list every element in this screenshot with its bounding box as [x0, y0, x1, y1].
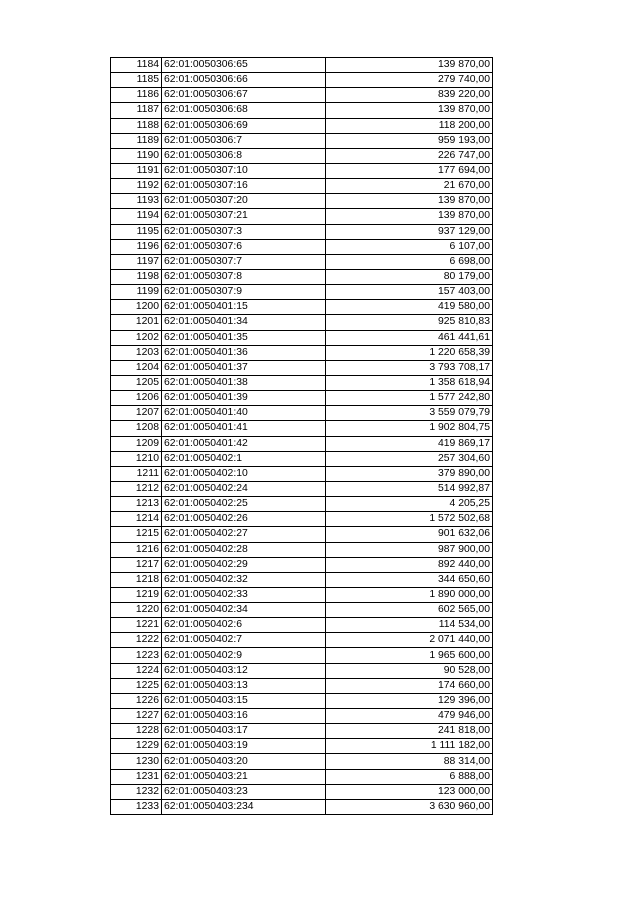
cadastral-value: 461 441,61: [326, 330, 493, 345]
row-number: 1189: [111, 133, 162, 148]
cadastral-value: 419 580,00: [326, 300, 493, 315]
cadastral-number: 62:01:0050402:7: [162, 633, 326, 648]
cadastral-value: 1 890 000,00: [326, 587, 493, 602]
cadastral-value: 1 965 600,00: [326, 648, 493, 663]
cadastral-value: 1 577 242,80: [326, 391, 493, 406]
cadastral-value: 139 870,00: [326, 58, 493, 73]
row-number: 1225: [111, 678, 162, 693]
cadastral-number: 62:01:0050402:28: [162, 542, 326, 557]
table-row: [111, 73, 493, 88]
cadastral-number: 62:01:0050402:32: [162, 572, 326, 587]
cadastral-number: 62:01:0050401:40: [162, 406, 326, 421]
cadastral-value: 90 528,00: [326, 663, 493, 678]
row-number: 1190: [111, 148, 162, 163]
cadastral-value: 479 946,00: [326, 709, 493, 724]
row-number: 1193: [111, 194, 162, 209]
row-number: 1213: [111, 497, 162, 512]
cadastral-number: 62:01:0050403:12: [162, 663, 326, 678]
table-row: [111, 330, 493, 345]
cadastral-value: 114 534,00: [326, 618, 493, 633]
row-number: 1214: [111, 512, 162, 527]
table-row: [111, 663, 493, 678]
table-row: [111, 769, 493, 784]
row-number: 1187: [111, 103, 162, 118]
cadastral-value: 6 698,00: [326, 254, 493, 269]
cadastral-number: 62:01:0050403:19: [162, 739, 326, 754]
table-row: [111, 209, 493, 224]
table-row: [111, 315, 493, 330]
table-row: [111, 58, 493, 73]
table-row: [111, 179, 493, 194]
cadastral-number: 62:01:0050403:13: [162, 678, 326, 693]
table-row: [111, 391, 493, 406]
cadastral-value: 987 900,00: [326, 542, 493, 557]
table-row: [111, 88, 493, 103]
cadastral-value: 4 205,25: [326, 497, 493, 512]
cadastral-value: 892 440,00: [326, 557, 493, 572]
cadastral-number: 62:01:0050306:8: [162, 148, 326, 163]
cadastral-number: 62:01:0050401:34: [162, 315, 326, 330]
table-row: [111, 542, 493, 557]
row-number: 1191: [111, 163, 162, 178]
cadastral-value-table: [110, 57, 493, 815]
cadastral-number: 62:01:0050306:65: [162, 58, 326, 73]
cadastral-number: 62:01:0050307:10: [162, 163, 326, 178]
row-number: 1186: [111, 88, 162, 103]
table-row: [111, 103, 493, 118]
cadastral-number: 62:01:0050307:20: [162, 194, 326, 209]
cadastral-number: 62:01:0050402:27: [162, 527, 326, 542]
cadastral-value: 139 870,00: [326, 103, 493, 118]
row-number: 1209: [111, 436, 162, 451]
table-row: [111, 451, 493, 466]
row-number: 1223: [111, 648, 162, 663]
table-row: [111, 239, 493, 254]
row-number: 1194: [111, 209, 162, 224]
cadastral-value: 3 630 960,00: [326, 799, 493, 814]
row-number: 1219: [111, 587, 162, 602]
row-number: 1203: [111, 345, 162, 360]
cadastral-number: 62:01:0050402:10: [162, 466, 326, 481]
cadastral-number: 62:01:0050306:67: [162, 88, 326, 103]
row-number: 1204: [111, 360, 162, 375]
cadastral-number: 62:01:0050402:26: [162, 512, 326, 527]
table-row: [111, 481, 493, 496]
row-number: 1184: [111, 58, 162, 73]
table-row: [111, 557, 493, 572]
row-number: 1208: [111, 421, 162, 436]
table-row: [111, 724, 493, 739]
row-number: 1202: [111, 330, 162, 345]
row-number: 1200: [111, 300, 162, 315]
cadastral-value: 419 869,17: [326, 436, 493, 451]
cadastral-number: 62:01:0050401:35: [162, 330, 326, 345]
cadastral-number: 62:01:0050402:6: [162, 618, 326, 633]
table-row: [111, 360, 493, 375]
row-number: 1230: [111, 754, 162, 769]
cadastral-number: 62:01:0050403:15: [162, 693, 326, 708]
row-number: 1195: [111, 224, 162, 239]
row-number: 1226: [111, 693, 162, 708]
cadastral-number: 62:01:0050306:7: [162, 133, 326, 148]
cadastral-value: 257 304,60: [326, 451, 493, 466]
table-row: [111, 572, 493, 587]
cadastral-value: 177 694,00: [326, 163, 493, 178]
row-number: 1222: [111, 633, 162, 648]
row-number: 1199: [111, 285, 162, 300]
row-number: 1201: [111, 315, 162, 330]
cadastral-number: 62:01:0050306:66: [162, 73, 326, 88]
cadastral-number: 62:01:0050402:1: [162, 451, 326, 466]
table-row: [111, 466, 493, 481]
cadastral-number: 62:01:0050403:16: [162, 709, 326, 724]
cadastral-value: 139 870,00: [326, 209, 493, 224]
cadastral-value: 21 670,00: [326, 179, 493, 194]
row-number: 1231: [111, 769, 162, 784]
row-number: 1216: [111, 542, 162, 557]
cadastral-number: 62:01:0050402:34: [162, 603, 326, 618]
cadastral-value: 174 660,00: [326, 678, 493, 693]
cadastral-number: 62:01:0050307:7: [162, 254, 326, 269]
table-row: [111, 163, 493, 178]
cadastral-number: 62:01:0050402:29: [162, 557, 326, 572]
table-row: [111, 527, 493, 542]
cadastral-number: 62:01:0050307:16: [162, 179, 326, 194]
table-row: [111, 133, 493, 148]
row-number: 1212: [111, 481, 162, 496]
table-row: [111, 269, 493, 284]
cadastral-value: 6 107,00: [326, 239, 493, 254]
cadastral-number: 62:01:0050306:69: [162, 118, 326, 133]
cadastral-number: 62:01:0050307:8: [162, 269, 326, 284]
cadastral-number: 62:01:0050307:21: [162, 209, 326, 224]
row-number: 1196: [111, 239, 162, 254]
cadastral-number: 62:01:0050306:68: [162, 103, 326, 118]
cadastral-number: 62:01:0050401:38: [162, 375, 326, 390]
table-row: [111, 436, 493, 451]
cadastral-value: 925 810,83: [326, 315, 493, 330]
cadastral-value: 3 559 079,79: [326, 406, 493, 421]
cadastral-value: 1 358 618,94: [326, 375, 493, 390]
cadastral-value: 118 200,00: [326, 118, 493, 133]
cadastral-number: 62:01:0050307:9: [162, 285, 326, 300]
cadastral-value: 1 220 658,39: [326, 345, 493, 360]
cadastral-number: 62:01:0050401:42: [162, 436, 326, 451]
table-body: [111, 58, 493, 815]
cadastral-number: 62:01:0050401:37: [162, 360, 326, 375]
table-row: [111, 224, 493, 239]
cadastral-number: 62:01:0050402:9: [162, 648, 326, 663]
cadastral-number: 62:01:0050403:23: [162, 784, 326, 799]
row-number: 1185: [111, 73, 162, 88]
row-number: 1233: [111, 799, 162, 814]
cadastral-number: 62:01:0050402:25: [162, 497, 326, 512]
cadastral-number: 62:01:0050403:20: [162, 754, 326, 769]
row-number: 1220: [111, 603, 162, 618]
row-number: 1232: [111, 784, 162, 799]
cadastral-number: 62:01:0050401:39: [162, 391, 326, 406]
cadastral-value: 88 314,00: [326, 754, 493, 769]
table-row: [111, 633, 493, 648]
cadastral-value: 379 890,00: [326, 466, 493, 481]
cadastral-value: 937 129,00: [326, 224, 493, 239]
table-row: [111, 406, 493, 421]
table-row: [111, 754, 493, 769]
cadastral-value: 3 793 708,17: [326, 360, 493, 375]
table-row: [111, 254, 493, 269]
row-number: 1198: [111, 269, 162, 284]
table-row: [111, 497, 493, 512]
table-row: [111, 285, 493, 300]
cadastral-value: 959 193,00: [326, 133, 493, 148]
table-row: [111, 648, 493, 663]
cadastral-value: 279 740,00: [326, 73, 493, 88]
cadastral-value: 241 818,00: [326, 724, 493, 739]
cadastral-number: 62:01:0050307:3: [162, 224, 326, 239]
table-row: [111, 375, 493, 390]
cadastral-number: 62:01:0050403:17: [162, 724, 326, 739]
table-row: [111, 678, 493, 693]
cadastral-number: 62:01:0050403:234: [162, 799, 326, 814]
row-number: 1221: [111, 618, 162, 633]
row-number: 1207: [111, 406, 162, 421]
row-number: 1224: [111, 663, 162, 678]
cadastral-value: 226 747,00: [326, 148, 493, 163]
row-number: 1229: [111, 739, 162, 754]
row-number: 1211: [111, 466, 162, 481]
table-row: [111, 345, 493, 360]
table-row: [111, 118, 493, 133]
row-number: 1210: [111, 451, 162, 466]
table-row: [111, 421, 493, 436]
cadastral-value: 129 396,00: [326, 693, 493, 708]
row-number: 1215: [111, 527, 162, 542]
table-row: [111, 618, 493, 633]
cadastral-value: 123 000,00: [326, 784, 493, 799]
table-row: [111, 709, 493, 724]
cadastral-value: 2 071 440,00: [326, 633, 493, 648]
cadastral-value: 901 632,06: [326, 527, 493, 542]
cadastral-value: 80 179,00: [326, 269, 493, 284]
table-row: [111, 194, 493, 209]
cadastral-number: 62:01:0050401:36: [162, 345, 326, 360]
cadastral-number: 62:01:0050403:21: [162, 769, 326, 784]
cadastral-value: 839 220,00: [326, 88, 493, 103]
cadastral-value: 1 902 804,75: [326, 421, 493, 436]
cadastral-value: 1 572 502,68: [326, 512, 493, 527]
cadastral-value: 344 650,60: [326, 572, 493, 587]
table-row: [111, 148, 493, 163]
row-number: 1228: [111, 724, 162, 739]
table-row: [111, 512, 493, 527]
table-row: [111, 784, 493, 799]
cadastral-number: 62:01:0050402:24: [162, 481, 326, 496]
cadastral-number: 62:01:0050401:41: [162, 421, 326, 436]
row-number: 1227: [111, 709, 162, 724]
cadastral-value: 157 403,00: [326, 285, 493, 300]
row-number: 1192: [111, 179, 162, 194]
cadastral-value: 139 870,00: [326, 194, 493, 209]
table-row: [111, 799, 493, 814]
table-row: [111, 739, 493, 754]
cadastral-number: 62:01:0050401:15: [162, 300, 326, 315]
table-row: [111, 587, 493, 602]
cadastral-value: 6 888,00: [326, 769, 493, 784]
cadastral-number: 62:01:0050402:33: [162, 587, 326, 602]
cadastral-number: 62:01:0050307:6: [162, 239, 326, 254]
table-row: [111, 300, 493, 315]
cadastral-value: 514 992,87: [326, 481, 493, 496]
cadastral-value: 602 565,00: [326, 603, 493, 618]
row-number: 1205: [111, 375, 162, 390]
row-number: 1188: [111, 118, 162, 133]
table-row: [111, 693, 493, 708]
row-number: 1197: [111, 254, 162, 269]
cadastral-value: 1 111 182,00: [326, 739, 493, 754]
table-row: [111, 603, 493, 618]
row-number: 1217: [111, 557, 162, 572]
row-number: 1206: [111, 391, 162, 406]
row-number: 1218: [111, 572, 162, 587]
